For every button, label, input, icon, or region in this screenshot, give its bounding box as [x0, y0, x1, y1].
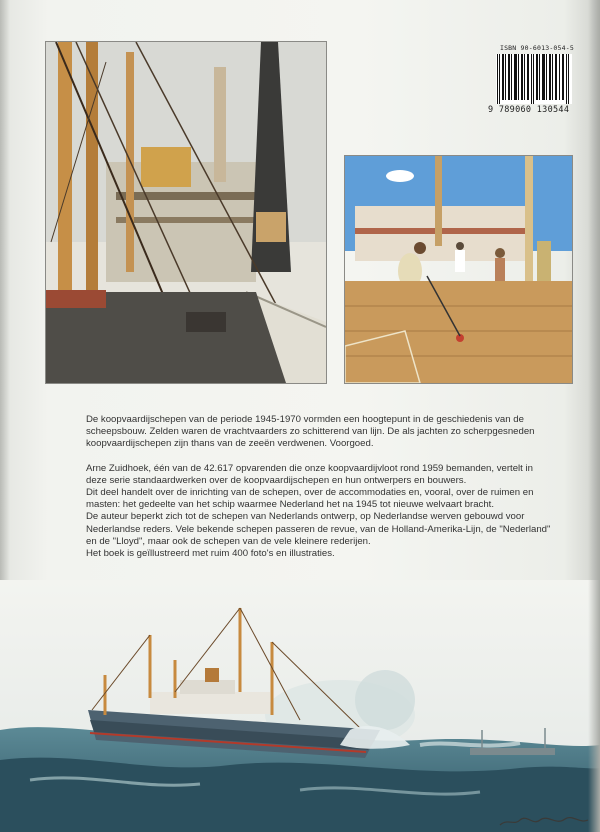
blurb-paragraph-2: Arne Zuidhoek, één van de 42.617 opvarenden die onze koopvaardijvloot rond 1959 bemanden, vertelt in deze serie standaardwerken over de koopvaardijschepen en hun ontwerpers en bouwers.: [86, 462, 533, 486]
blurb-paragraph-4: De auteur beperkt zich tot de schepen van Nederlands ontwerp, op Nederlandse werven gebouwd voor Nederlandse reders. Vele bekende schepen passeren de revue, van de Holland-Amerika-Lijn, de "Nederland" en de "Lloyd", maar ook de schepen van de vele kleinere rederijen.: [86, 511, 551, 547]
isbn-barcode: [478, 44, 574, 122]
back-cover-blurb: [86, 414, 554, 560]
ean-digits: 9 789060 130544: [488, 105, 570, 115]
blurb-paragraph-3: Dit deel handelt over de inrichting van de schepen, over de accommodaties en, vooral, over de ruimen en masten: het gedeelte van het schip waarmee Nederland het na 1945 tot nieuwe welvaart bracht.: [86, 487, 534, 511]
isbn-label: ISBN 90-6013-054-5: [499, 44, 574, 52]
cargo-deck-photo: [45, 41, 327, 384]
barcode-bars: [496, 54, 572, 104]
ship-painting: [0, 580, 600, 832]
blurb-paragraph-5: Het boek is geïllustreerd met ruim 400 foto's en illustraties.: [86, 548, 335, 560]
cover-edge-shadow: [588, 0, 600, 832]
blurb-paragraph-1: De koopvaardijschepen van de periode 1945-1970 vormden een hoogtepunt in de geschiedenis van de scheepsbouw. Zelden waren de vrachtvaarders zo schitterend van lijn. De als jachten zo scherpgesneden koopvaardijschepen zijn thans van de zeeën verdwenen. Voorgoed.: [86, 414, 535, 450]
shuffleboard-deck-photo: [344, 155, 573, 384]
